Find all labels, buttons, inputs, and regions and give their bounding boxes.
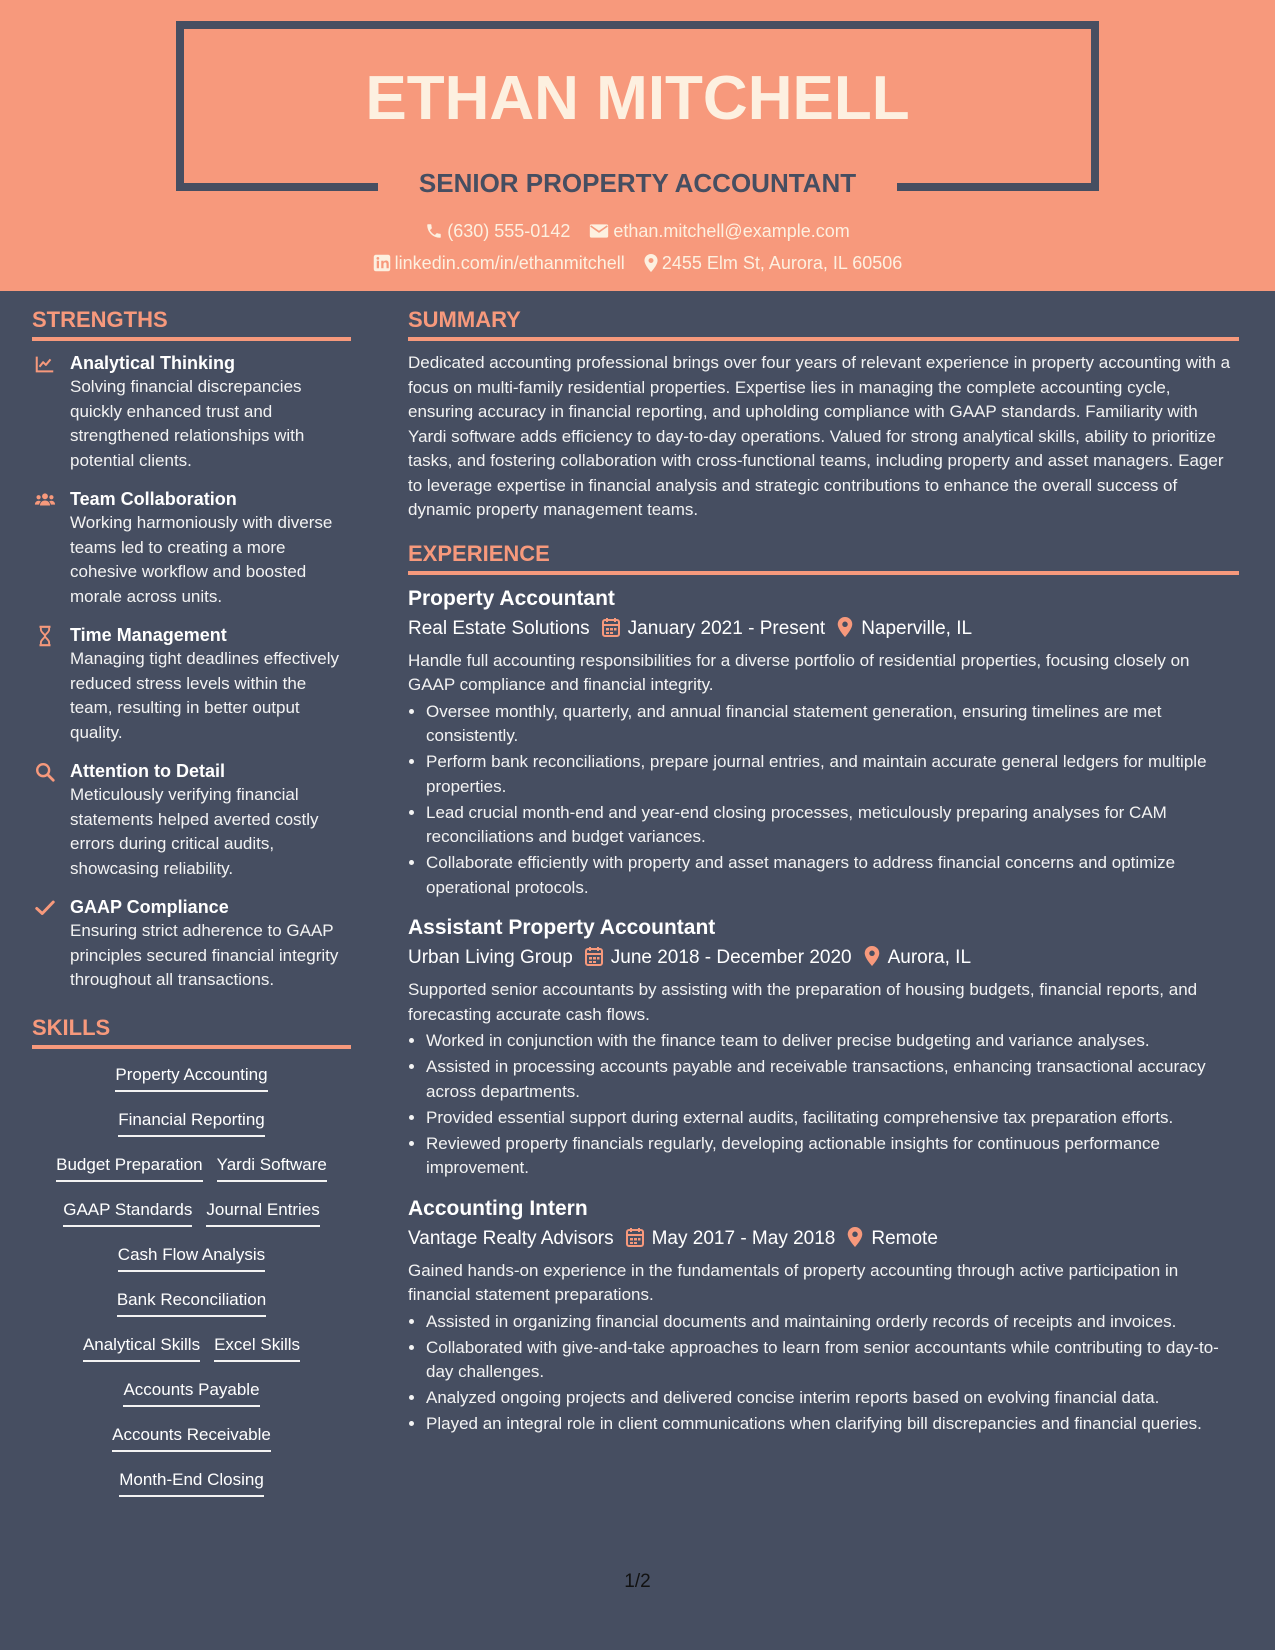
- skill-tag: GAAP Standards: [63, 1198, 192, 1227]
- strength-item: [32, 623, 351, 745]
- skill-tag: Accounts Payable: [123, 1378, 259, 1407]
- strength-title: Team Collaboration: [70, 489, 237, 509]
- job-description: Supported senior accountants by assisting with the preparation of housing budgets, financial reports, and forecasting accurate cash flows.: [408, 980, 1198, 1024]
- strength-item: [32, 351, 351, 473]
- job-company: Urban Living Group: [408, 947, 573, 968]
- skill-tag: Journal Entries: [206, 1198, 319, 1227]
- strength-title: Time Management: [70, 625, 227, 645]
- skill-tag: Yardi Software: [217, 1153, 327, 1182]
- job-company: Real Estate Solutions: [408, 617, 590, 639]
- strength-title: Analytical Thinking: [70, 353, 236, 373]
- job-meta: [408, 615, 1239, 643]
- header-frame-bottom-right: [897, 183, 1099, 191]
- job-meta: [408, 1225, 1239, 1253]
- job-title: Assistant Property Accountant: [408, 916, 716, 939]
- contact-row-1: [0, 219, 1275, 243]
- skills-list: [32, 1059, 351, 1513]
- address-contact: [644, 251, 903, 275]
- job-meta: [408, 944, 1239, 972]
- skill-tag: Property Accounting: [115, 1063, 267, 1092]
- linkedin-text[interactable]: linkedin.com/in/ethanmitchell: [394, 253, 625, 273]
- strength-desc: Solving financial discrepancies quickly enhanced trust and strengthened relationships with potential clients.: [70, 377, 305, 470]
- skill-tag: Analytical Skills: [83, 1333, 200, 1362]
- skill-tag: Budget Preparation: [56, 1153, 203, 1182]
- job-title: Accounting Intern: [408, 1196, 588, 1220]
- job-location: Naperville, IL: [861, 617, 973, 639]
- job-bullet: • Provided essential support during external audits, facilitating comprehensive tax preparation efforts.: [426, 1106, 1239, 1131]
- job-entry: [408, 1195, 1239, 1437]
- summary-heading: SUMMARY: [408, 305, 1239, 341]
- header-frame-bottom-left: [176, 183, 378, 191]
- job-location: Aurora, IL: [887, 947, 972, 968]
- job-description: Gained hands-on experience in the fundamentals of property accounting through active participation in financial statement preparations.: [408, 1260, 1179, 1304]
- job-entry: [408, 585, 1239, 901]
- job-bullet: • Perform bank reconciliations, prepare journal entries, and maintain accurate general ledgers for multiple properties.: [426, 750, 1239, 799]
- strength-title: Attention to Detail: [70, 761, 225, 781]
- email-text[interactable]: ethan.mitchell@example.com: [613, 221, 850, 241]
- map-pin-icon: [864, 946, 880, 966]
- job-bullet: • Collaborate efficiently with property and asset managers to address financial concerns and optimize operational protocols.: [426, 851, 1239, 900]
- job-dates: January 2021 - Present: [627, 617, 826, 639]
- job-bullets: [408, 700, 1239, 901]
- job-bullet: • Collaborated with give-and-take approaches to learn from senior accountants while contributing to day-to-day challenges.: [426, 1336, 1239, 1385]
- job-bullet: • Assisted in processing accounts payable and receivable transactions, enhancing transactional accuracy across departments.: [426, 1055, 1239, 1104]
- phone-text: (630) 555-0142: [447, 221, 571, 241]
- job-description: Handle full accounting responsibilities for a diverse portfolio of residential properties, focusing closely on GAAP compliance and financial integrity.: [408, 650, 1190, 694]
- strengths-heading: STRENGTHS: [32, 305, 351, 341]
- job-title: Property Accountant: [408, 586, 615, 610]
- email-contact[interactable]: [589, 219, 849, 243]
- job-bullet: • Assisted in organizing financial documents and maintaining orderly records of receipts and invoices.: [426, 1310, 1239, 1335]
- candidate-name: ETHAN MITCHELL: [365, 64, 910, 133]
- calendar-icon: [585, 946, 603, 966]
- strength-item: [32, 895, 351, 993]
- calendar-icon: [626, 1227, 644, 1247]
- linkedin-contact[interactable]: [373, 251, 625, 275]
- skill-tag: Month-End Closing: [119, 1468, 264, 1497]
- skill-tag: Bank Reconciliation: [117, 1288, 266, 1317]
- skill-tag: Financial Reporting: [118, 1108, 264, 1137]
- skill-tag: Excel Skills: [214, 1333, 300, 1362]
- job-bullet: • Analyzed ongoing projects and delivered concise interim reports based on evolving financial data.: [426, 1386, 1239, 1411]
- envelope-icon: [589, 222, 609, 240]
- users-icon: [34, 489, 56, 511]
- job-company: Vantage Realty Advisors: [408, 1227, 614, 1249]
- strength-desc: Managing tight deadlines effectively reduced stress levels within the team, resulting in better output quality.: [70, 649, 340, 742]
- job-entry: [408, 914, 1239, 1181]
- check-icon: [34, 897, 56, 919]
- strength-item: [32, 487, 351, 609]
- experience-heading: EXPERIENCE: [408, 539, 1239, 575]
- address-text: 2455 Elm St, Aurora, IL 60506: [661, 253, 903, 273]
- candidate-title: SENIOR PROPERTY ACCOUNTANT: [418, 168, 857, 198]
- contact-row-2: [0, 251, 1275, 275]
- strength-item: [32, 759, 351, 881]
- job-bullet: • Oversee monthly, quarterly, and annual financial statement generation, ensuring timelines are met consistently.: [426, 700, 1239, 749]
- map-pin-icon: [837, 617, 853, 637]
- skills-section: [32, 1013, 351, 1513]
- job-dates: June 2018 - December 2020: [610, 947, 852, 968]
- strength-title: GAAP Compliance: [70, 897, 229, 917]
- job-bullets: [408, 1310, 1239, 1437]
- map-pin-icon: [644, 254, 658, 272]
- calendar-icon: [602, 617, 620, 637]
- hourglass-icon: [34, 625, 56, 647]
- job-bullet: • Played an integral role in client communications when clarifying bill discrepancies and financial queries.: [426, 1412, 1239, 1437]
- search-icon: [34, 761, 56, 783]
- job-location: Remote: [871, 1227, 938, 1249]
- skill-tag: Cash Flow Analysis: [118, 1243, 265, 1272]
- job-dates: May 2017 - May 2018: [651, 1227, 836, 1249]
- sidebar: [32, 305, 351, 1513]
- strength-desc: Meticulously verifying financial statements helped averted costly errors during critical audits, showcasing reliability.: [70, 785, 319, 878]
- job-bullet: • Reviewed property financials regularly, developing actionable insights for continuous performance improvement.: [426, 1132, 1239, 1181]
- strength-desc: Ensuring strict adherence to GAAP principles secured financial integrity throughout all transactions.: [70, 921, 339, 989]
- summary-text: Dedicated accounting professional brings over four years of relevant experience in property accounting with a focus on multi-family residential properties. Expertise lies in managing the complete accounting cycle, ensuring accuracy in financial reporting, and upholding compliance with GAAP standards. Familiarity with Yardi software adds efficiency to day-to-day operations. Valued for strong analytical skills, ability to prioritize tasks, and fostering collaboration with cross-functional teams, including property and asset managers. Eager to leverage expertise in financial analysis and strategic contributions to enhance the overall success of dynamic property management teams.: [408, 353, 1231, 519]
- map-pin-icon: [847, 1227, 863, 1247]
- job-bullets: [408, 1029, 1239, 1181]
- phone-contact: [425, 219, 570, 243]
- skill-tag: Accounts Receivable: [112, 1423, 271, 1452]
- chart-line-icon: [34, 353, 56, 375]
- linkedin-icon: [373, 254, 391, 272]
- skills-heading: SKILLS: [32, 1013, 351, 1049]
- phone-icon: [425, 222, 443, 240]
- page-number: 1/2: [624, 1571, 651, 1592]
- strength-desc: Working harmoniously with diverse teams led to creating a more cohesive workflow and boosted morale across units.: [70, 513, 333, 606]
- job-bullet: • Lead crucial month-end and year-end closing processes, meticulously preparing analyses for CAM reconciliations and budget variances.: [426, 801, 1239, 850]
- job-bullet: • Worked in conjunction with the finance team to deliver precise budgeting and variance analyses.: [426, 1029, 1239, 1054]
- main-column: [408, 305, 1239, 1451]
